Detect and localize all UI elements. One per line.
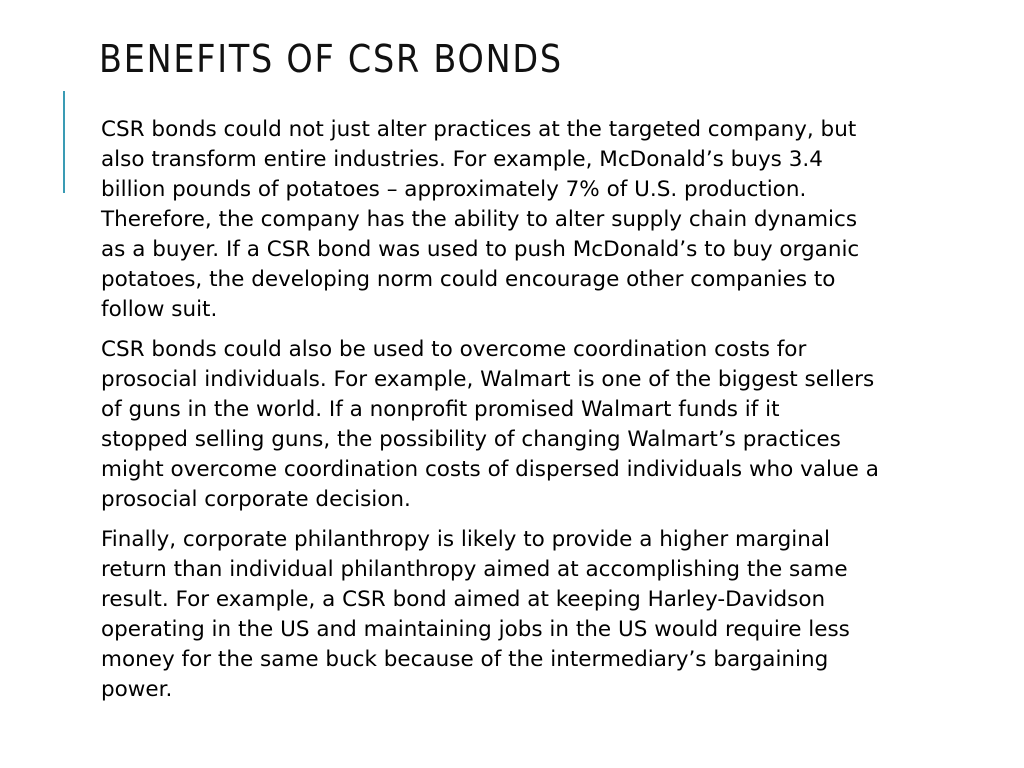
text-line: as a buyer. If a CSR bond was used to push McDonald’s to buy organic — [101, 237, 860, 262]
slide-title: BENEFITS OF CSR BONDS — [99, 37, 563, 81]
text-line: might overcome coordination costs of dispersed individuals who value a — [101, 457, 879, 482]
text-line: prosocial individuals. For example, Walmart is one of the biggest sellers — [101, 367, 875, 392]
accent-bar — [63, 91, 65, 193]
text-line: Finally, corporate philanthropy is likely to provide a higher marginal — [101, 527, 830, 552]
text-line: CSR bonds could also be used to overcome coordination costs for — [101, 337, 807, 362]
text-line: result. For example, a CSR bond aimed at keeping Harley-Davidson — [101, 587, 826, 612]
text-line: Therefore, the company has the ability to alter supply chain dynamics — [101, 207, 858, 232]
paragraph-mcdonalds — [101, 115, 1001, 325]
text-line: follow suit. — [101, 297, 218, 322]
text-line: billion pounds of potatoes – approximately 7% of U.S. production. — [101, 177, 807, 202]
text-line: return than individual philanthropy aimed at accomplishing the same — [101, 557, 848, 582]
text-line: of guns in the world. If a nonprofit promised Walmart funds if it — [101, 397, 780, 422]
text-line: stopped selling guns, the possibility of changing Walmart’s practices — [101, 427, 841, 452]
text-line: operating in the US and maintaining jobs in the US would require less — [101, 617, 850, 642]
text-line: prosocial corporate decision. — [101, 487, 411, 512]
slide-body — [101, 115, 1001, 715]
text-line: potatoes, the developing norm could encourage other companies to — [101, 267, 836, 292]
text-line: also transform entire industries. For example, McDonald’s buys 3.4 — [101, 147, 823, 172]
paragraph-harley-davidson — [101, 525, 1001, 705]
text-line: power. — [101, 677, 173, 702]
text-line: CSR bonds could not just alter practices at the targeted company, but — [101, 117, 857, 142]
paragraph-walmart — [101, 335, 1001, 515]
text-line: money for the same buck because of the intermediary’s bargaining — [101, 647, 829, 672]
